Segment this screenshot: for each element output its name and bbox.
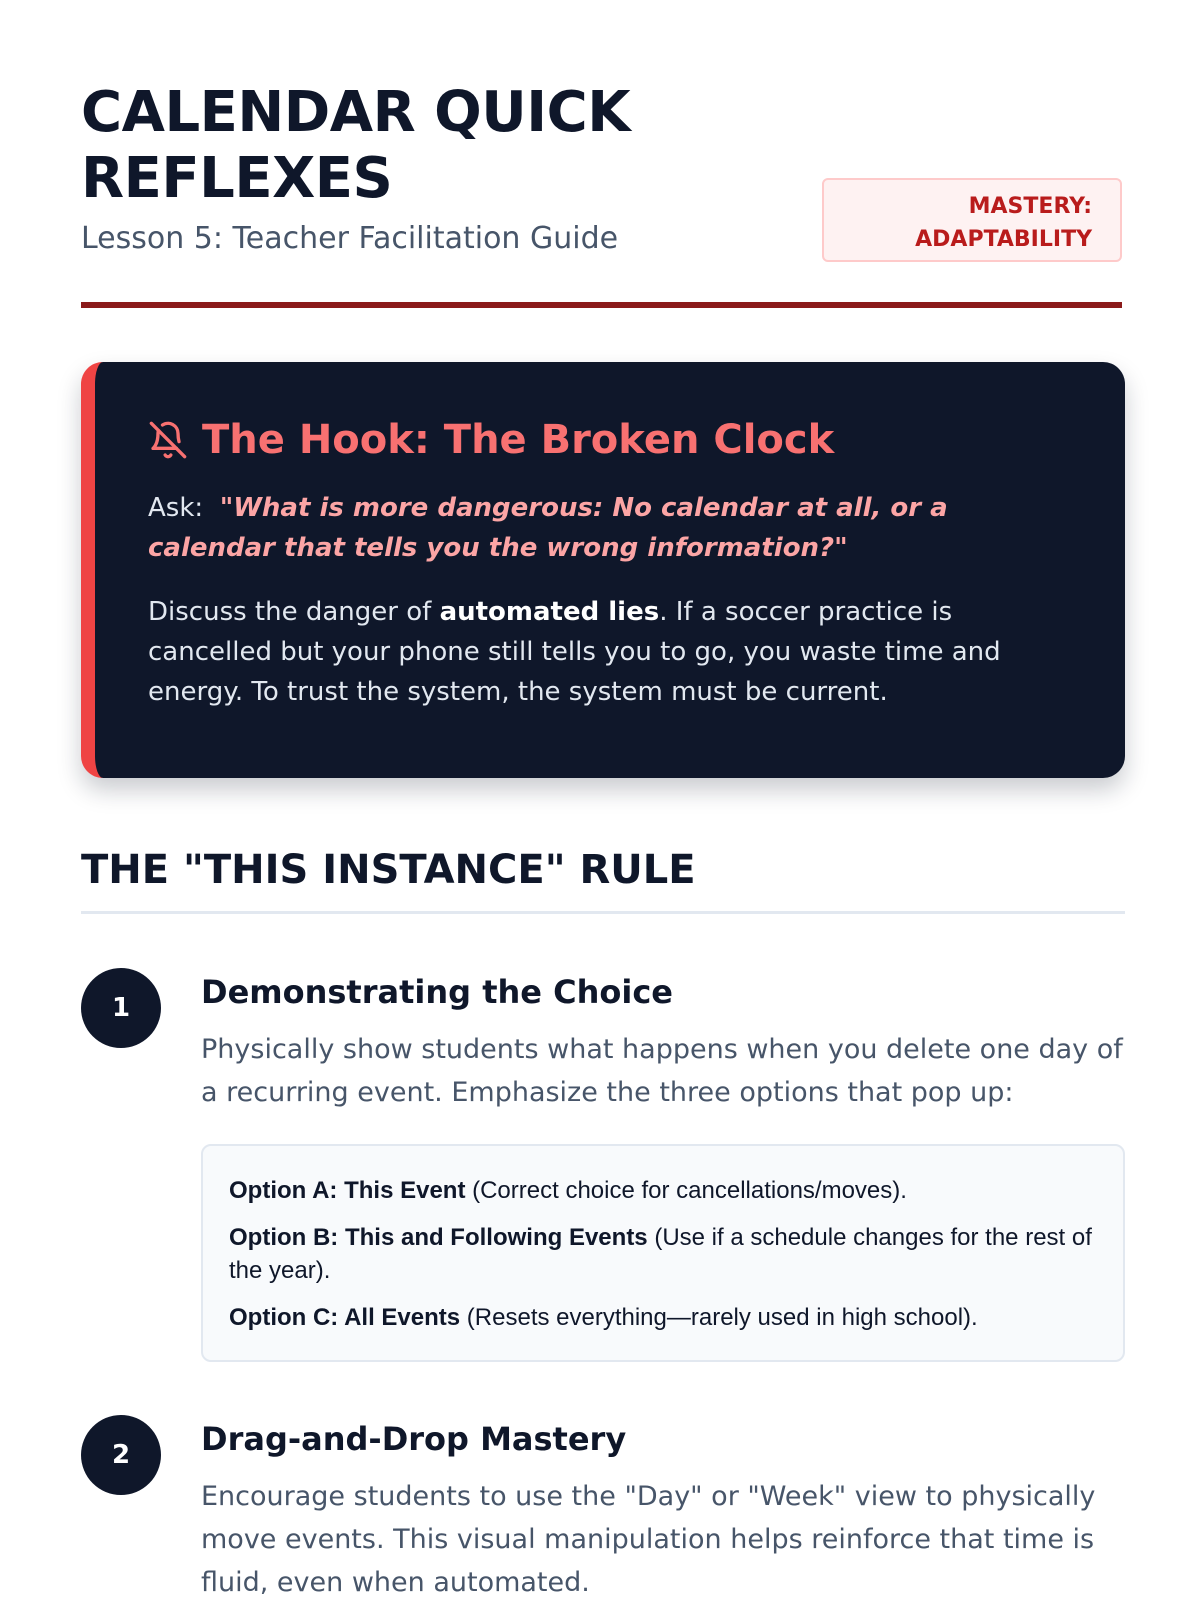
hook-body-bold: automated lies bbox=[439, 597, 660, 627]
step-number: 1 bbox=[81, 968, 161, 1048]
step-number: 2 bbox=[81, 1415, 161, 1495]
step-title: Demonstrating the Choice bbox=[201, 973, 673, 1011]
option-detail: (Correct choice for cancellations/moves). bbox=[465, 1177, 907, 1204]
hook-ask bbox=[148, 488, 1059, 568]
option-a bbox=[229, 1174, 1097, 1207]
page-title: CALENDAR QUICK REFLEXES bbox=[81, 80, 631, 211]
bell-off-icon bbox=[148, 420, 188, 460]
hook-title: The Hook: The Broken Clock bbox=[202, 417, 835, 463]
option-label: Option A: This Event bbox=[229, 1177, 466, 1204]
hook-ask-quote: "What is more dangerous: No calendar at all, or a calendar that tells you the wrong information?" bbox=[148, 493, 948, 563]
step-content bbox=[201, 968, 1125, 1362]
option-label: Option C: All Events bbox=[229, 1304, 461, 1331]
option-label: Option B: This and Following Events bbox=[229, 1224, 648, 1251]
option-detail: (Resets everything—rarely used in high school). bbox=[460, 1304, 978, 1331]
hook-title-row bbox=[148, 412, 1059, 468]
section-title: THE "THIS INSTANCE" RULE bbox=[81, 846, 1125, 914]
hook-ask-label: Ask: bbox=[148, 493, 204, 523]
hook-body-post: . If a soccer practice is cancelled but your phone still tells you to go, you waste time and energy. To trust the system, the system must be current. bbox=[148, 597, 1001, 707]
step-content bbox=[201, 1415, 1125, 1600]
option-detail: (Use if a schedule changes for the rest of the year). bbox=[229, 1224, 1092, 1284]
hook-body bbox=[148, 592, 1059, 712]
page-header bbox=[81, 0, 1122, 308]
step-title: Drag-and-Drop Mastery bbox=[201, 1420, 627, 1458]
mastery-badge: MASTERY: ADAPTABILITY bbox=[822, 178, 1122, 262]
page-subtitle: Lesson 5: Teacher Facilitation Guide bbox=[81, 221, 619, 256]
hook-body-pre: Discuss the danger of bbox=[148, 597, 440, 627]
option-b bbox=[229, 1221, 1097, 1287]
option-c bbox=[229, 1301, 1097, 1334]
step-description: Encourage students to use the "Day" or "Week" view to physically move events. This visual manipulation helps reinforce that time is fluid, even when automated. bbox=[201, 1481, 1096, 1598]
hook-card bbox=[81, 362, 1125, 778]
options-box bbox=[201, 1144, 1125, 1362]
step-description: Physically show students what happens when you delete one day of a recurring event. Emphasize the three options that pop up: bbox=[201, 1034, 1123, 1108]
